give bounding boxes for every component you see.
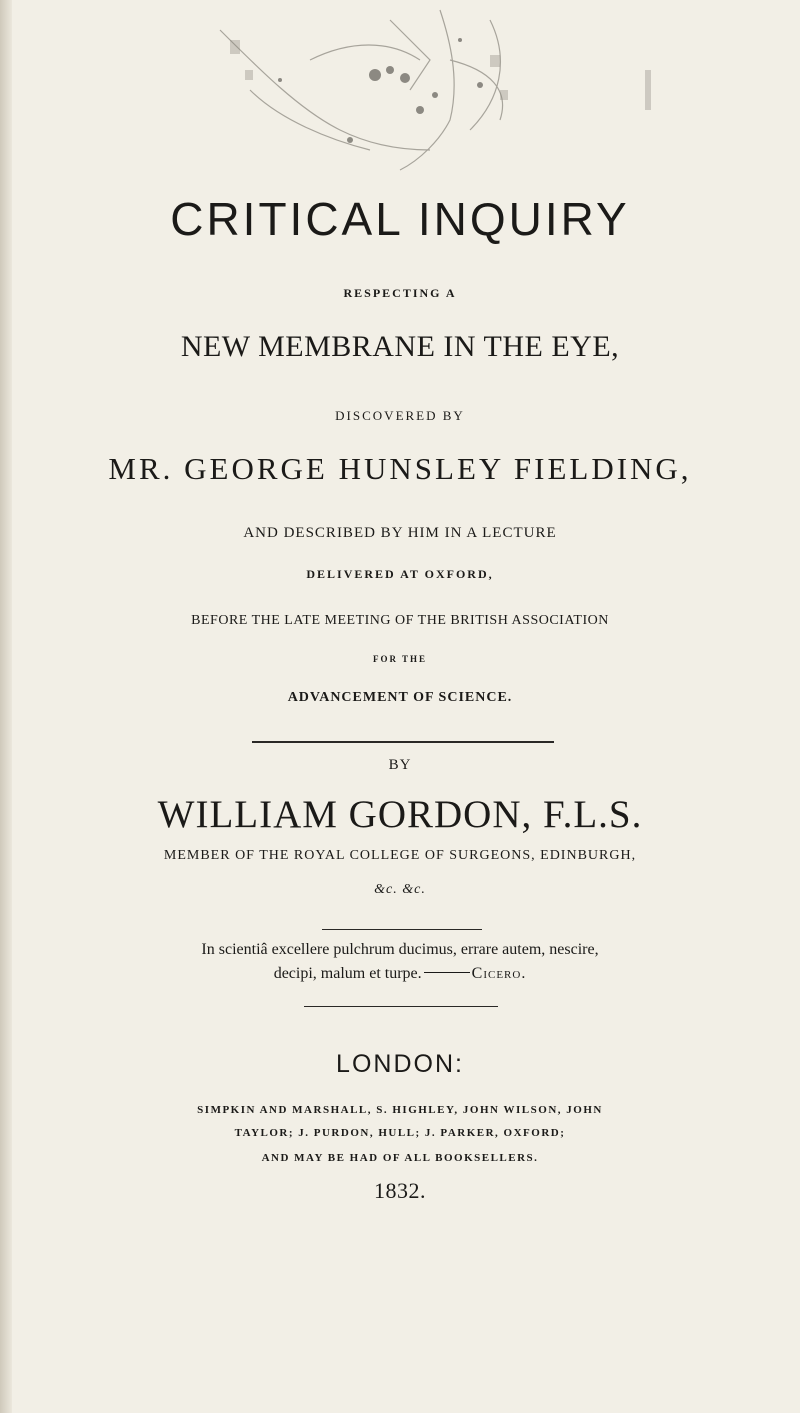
discovered-by-line: DISCOVERED BY — [335, 408, 465, 423]
respecting-line: RESPECTING A — [343, 286, 457, 300]
before-meeting-line: BEFORE THE LATE MEETING OF THE BRITISH ASSOCIATION — [191, 613, 609, 628]
motto-top-rule — [322, 929, 482, 930]
motto-line-2 — [0, 965, 800, 983]
motto-attribution: Cicero. — [471, 965, 527, 982]
author-membership: MEMBER OF THE ROYAL COLLEGE OF SURGEONS, EDINBURGH, — [163, 848, 637, 863]
divider-rule — [252, 741, 554, 743]
motto-dash — [424, 972, 470, 973]
imprint-city: LONDON: — [336, 1050, 464, 1078]
publishers-line-1: SIMPKIN AND MARSHALL, S. HIGHLEY, JOHN WILSON, JOHN — [197, 1104, 603, 1116]
publication-year: 1832. — [374, 1178, 426, 1203]
ornament-bleed-through — [190, 0, 670, 190]
motto-line-2-text: decipi, malum et turpe. — [273, 965, 422, 982]
publishers-line-2: TAYLOR; J. PURDON, HULL; J. PARKER, OXFORD; — [234, 1127, 566, 1139]
motto-line-1: In scientiâ excellere pulchrum ducimus, errare autem, nescire, — [201, 941, 599, 958]
subject-line: NEW MEMBRANE IN THE EYE, — [180, 330, 620, 363]
discoverer-name: MR. GEORGE HUNSLEY FIELDING, — [108, 451, 692, 486]
advancement-line: ADVANCEMENT OF SCIENCE. — [287, 690, 513, 705]
by-line: BY — [388, 757, 412, 773]
delivered-line: DELIVERED AT OXFORD, — [306, 567, 494, 581]
publishers-line-3: AND MAY BE HAD OF ALL BOOKSELLERS. — [261, 1152, 539, 1164]
author-etc: &c. &c. — [374, 882, 426, 897]
author-name: WILLIAM GORDON, F.L.S. — [157, 793, 643, 836]
main-title: CRITICAL INQUIRY — [170, 193, 630, 245]
for-the-line: FOR THE — [372, 654, 428, 664]
described-line: AND DESCRIBED BY HIM IN A LECTURE — [243, 525, 557, 541]
motto-bottom-rule — [304, 1006, 498, 1007]
